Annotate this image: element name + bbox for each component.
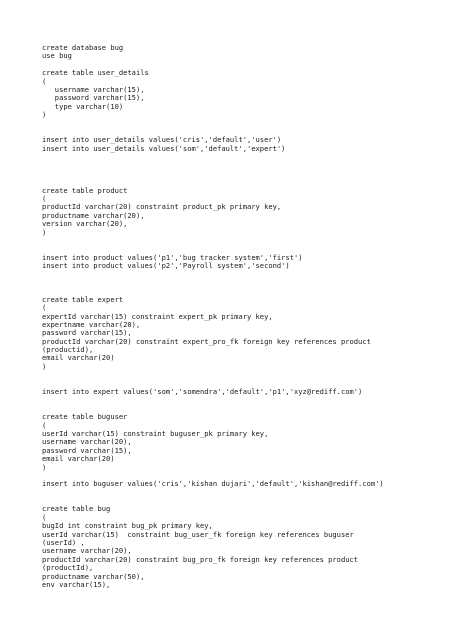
code-line: (: [42, 194, 47, 204]
code-line: create table buguser: [42, 412, 128, 422]
code-line: (userId) ,: [42, 538, 85, 548]
blank-line: [42, 489, 442, 497]
code-line: username varchar(20),: [42, 546, 132, 556]
code-line: username varchar(20),: [42, 437, 132, 447]
code-line: (: [42, 420, 47, 430]
code-line: create table product: [42, 185, 128, 195]
sql-code-block: [42, 44, 442, 589]
code-line: use bug: [42, 51, 72, 61]
code-line: ): [42, 227, 47, 237]
code-line: create table expert: [42, 294, 124, 304]
code-line: (productId),: [42, 563, 94, 573]
code-line: expertId varchar(15) constraint expert_pk primary key,: [42, 311, 273, 321]
code-line: insert into expert values('som','somendra','default','p1','xyz@rediff.com'): [42, 387, 363, 397]
blank-line: [42, 271, 442, 279]
code-line: bugId int constraint bug_pk primary key,: [42, 521, 213, 531]
code-line: ): [42, 361, 47, 371]
code-line: productname varchar(50),: [42, 571, 145, 581]
code-line: username varchar(15),: [42, 84, 145, 94]
code-line: create table user_details: [42, 68, 149, 78]
blank-line: [42, 120, 442, 128]
code-line: productId varchar(20) constraint product_pk primary key,: [42, 202, 282, 212]
code-line: expertname varchar(20),: [42, 319, 141, 329]
code-line: email varchar(20): [42, 454, 115, 464]
code-line: version varchar(20),: [42, 219, 128, 229]
code-line: password varchar(15),: [42, 328, 132, 338]
code-line: email varchar(20): [42, 353, 115, 363]
code-line: (: [42, 303, 47, 313]
code-line: create database bug: [42, 43, 124, 52]
code-line: env varchar(15),: [42, 580, 111, 589]
code-line: type varchar(10): [42, 101, 124, 111]
code-line: insert into product values('p2','Payroll system','second'): [42, 261, 290, 271]
code-line: insert into user_details values('cris','default','user'): [42, 135, 282, 145]
code-line: productId varchar(20) constraint bug_pro_fk foreign key references product: [42, 554, 359, 564]
code-line: create table bug: [42, 504, 111, 514]
code-line: ): [42, 110, 47, 120]
blank-line: [42, 237, 442, 245]
code-line: insert into buguser values('cris','kishan dujari','default','kishan@rediff.com'): [42, 479, 384, 489]
blank-line: [42, 153, 442, 161]
blank-line: [42, 279, 442, 287]
code-line: (: [42, 512, 47, 522]
blank-line: [42, 161, 442, 169]
code-line: password varchar(15),: [42, 445, 132, 455]
code-line: insert into user_details values('som','default','expert'): [42, 143, 286, 153]
blank-line: [42, 170, 442, 178]
blank-line: [42, 371, 442, 379]
code-line: insert into product values('p1','bug tracker system','first'): [42, 252, 303, 262]
code-line: productname varchar(20),: [42, 210, 145, 220]
code-line: (productid),: [42, 345, 94, 355]
code-line: password varchar(15),: [42, 93, 145, 103]
code-line: (: [42, 76, 47, 86]
blank-line: [42, 396, 442, 404]
code-line: userId varchar(15) constraint bug_user_fk foreign key references buguser: [42, 529, 354, 539]
code-line: userId varchar(15) constraint buguser_pk primary key,: [42, 428, 269, 438]
code-line: productId varchar(20) constraint expert_pro_fk foreign key references product: [42, 336, 371, 346]
code-line: ): [42, 462, 47, 472]
